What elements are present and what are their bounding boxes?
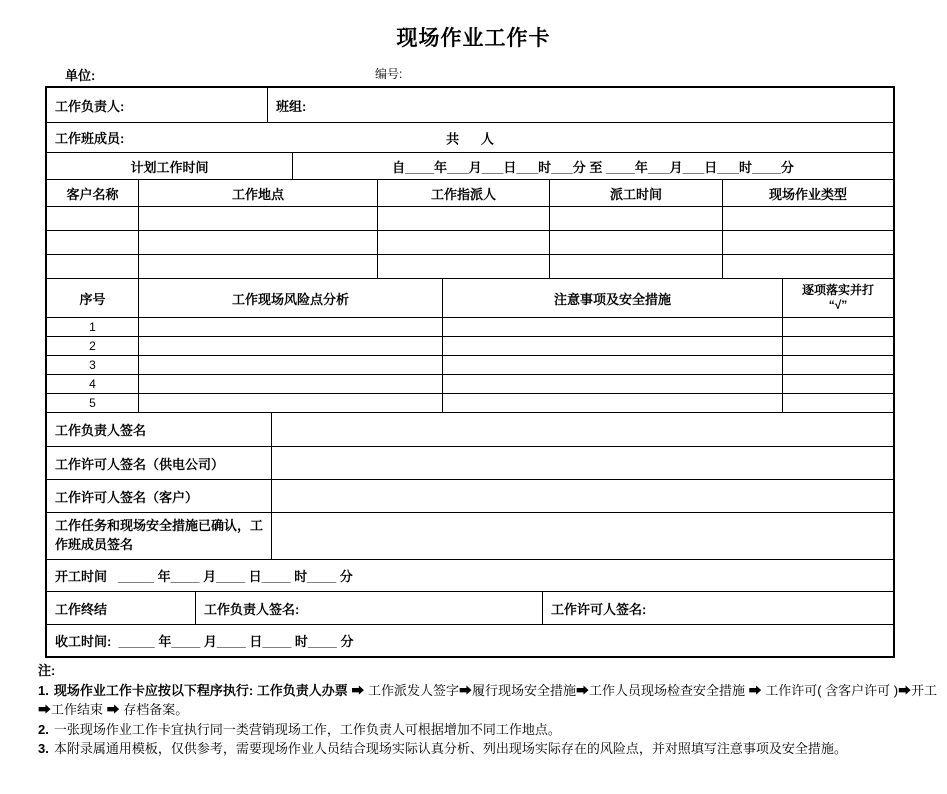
- number-label: 编号:: [375, 67, 403, 81]
- check-mark-header: [782, 279, 893, 317]
- empty-cell: [138, 318, 442, 336]
- notes-section: [38, 661, 939, 759]
- note-item-3: [38, 739, 939, 759]
- planned-time-value: 自____年___月___日___时___分 至 ____年___月___日___时____分: [292, 153, 893, 179]
- customer-row-1: [47, 206, 893, 230]
- empty-cell: [138, 337, 442, 355]
- empty-cell: [442, 356, 782, 374]
- notes-label: 注:: [38, 663, 56, 678]
- team-members-row: [47, 122, 893, 152]
- empty-cell: [442, 375, 782, 393]
- team-members-label: 工作班成员:: [55, 131, 125, 146]
- note-number: 1.: [38, 682, 49, 698]
- permit-company-signature-label: 工作许可人签名（供电公司）: [55, 456, 225, 472]
- work-card-table: [45, 86, 895, 658]
- permit-customer-signature-row: [47, 479, 893, 512]
- empty-cell: [782, 356, 893, 374]
- risk-row-5: [47, 393, 893, 412]
- responsible-signature-row: [47, 412, 893, 446]
- risk-row-number: 1: [89, 320, 96, 334]
- empty-cell: [138, 255, 377, 278]
- note-text: ➡ 工作派发人签字➡履行现场安全措施➡工作人员现场检查安全措施 ➡ 工作许可( 含客户许可 )➡开工➡工作结束 ➡ 存档备案。: [38, 682, 938, 717]
- unit-label: 单位:: [65, 68, 96, 83]
- planned-time-row: [47, 152, 893, 179]
- risk-row-number: 3: [89, 358, 96, 372]
- page-title: 现场作业工作卡: [396, 27, 551, 50]
- note-bold-text: 现场作业工作卡应按以下程序执行: 工作负责人办票: [53, 682, 352, 698]
- work-type-header: 现场作业类型: [722, 180, 893, 206]
- empty-cell: [549, 207, 722, 230]
- empty-cell: [549, 255, 722, 278]
- work-location-header: 工作地点: [138, 180, 377, 206]
- risk-row-number: 4: [89, 377, 96, 391]
- empty-cell: [722, 207, 893, 230]
- customer-name-header: 客户名称: [66, 186, 119, 202]
- note-number: 2.: [38, 721, 49, 737]
- end-responsible-signature-label: 工作负责人签名:: [195, 592, 542, 624]
- safety-measures-header: 注意事项及安全措施: [442, 279, 782, 317]
- empty-cell: [782, 337, 893, 355]
- empty-cell: [442, 394, 782, 412]
- note-number: 3.: [38, 741, 49, 756]
- empty-cell: [47, 231, 138, 254]
- empty-cell: [47, 255, 138, 278]
- dispatch-time-header: 派工时间: [549, 180, 722, 206]
- empty-cell: [442, 337, 782, 355]
- check-mark-header-line2: “√”: [828, 298, 848, 312]
- risk-row-3: [47, 355, 893, 374]
- risk-table-header-row: [47, 278, 893, 317]
- team-confirm-signature-label: 工作任务和现场安全措施已确认，工作班成员签名: [55, 518, 264, 552]
- risk-row-number: 5: [89, 396, 96, 410]
- empty-cell: [782, 394, 893, 412]
- work-assigner-header: 工作指派人: [377, 180, 549, 206]
- permit-customer-signature-label: 工作许可人签名（客户）: [55, 489, 199, 505]
- empty-cell: [271, 413, 893, 446]
- empty-cell: [138, 356, 442, 374]
- empty-cell: [377, 207, 549, 230]
- empty-cell: [549, 231, 722, 254]
- empty-cell: [47, 207, 138, 230]
- finish-time-label: 收工时间: _____ 年____ 月____ 日____ 时____ 分: [55, 634, 354, 649]
- finish-time-row: [47, 624, 893, 656]
- empty-cell: [377, 255, 549, 278]
- note-text: 本附录属通用模板，仅供参考，需要现场作业人员结合现场实际认真分析、列出现场实际存在的风险点，并对照填写注意事项及安全措施。: [53, 741, 847, 756]
- risk-row-4: [47, 374, 893, 393]
- note-item-2: [38, 720, 939, 740]
- note-text: 一张现场作业工作卡宜执行同一类营销现场工作，工作负责人可根据增加不同工作地点。: [53, 721, 561, 737]
- planned-time-label: 计划工作时间: [130, 159, 209, 175]
- customer-table-header-row: [47, 179, 893, 206]
- customer-row-2: [47, 230, 893, 254]
- risk-row-1: [47, 317, 893, 336]
- team-label: 班组:: [267, 88, 893, 122]
- permit-company-signature-row: [47, 446, 893, 479]
- document-header: [0, 65, 947, 82]
- empty-cell: [722, 231, 893, 254]
- empty-cell: [782, 375, 893, 393]
- team-confirm-signature-row: [47, 512, 893, 559]
- end-permit-signature-label: 工作许可人签名:: [542, 592, 893, 624]
- responsible-signature-label: 工作负责人签名: [55, 423, 147, 438]
- empty-cell: [138, 375, 442, 393]
- start-time-label: 开工时间 _____ 年____ 月____ 日____ 时____ 分: [55, 569, 353, 584]
- empty-cell: [722, 255, 893, 278]
- work-end-label: 工作终结: [55, 601, 108, 617]
- responsible-team-row: [47, 88, 893, 122]
- customer-row-3: [47, 254, 893, 278]
- start-time-row: [47, 559, 893, 591]
- risk-analysis-header: 工作现场风险点分析: [138, 279, 442, 317]
- note-item-1: [38, 681, 939, 720]
- empty-cell: [138, 394, 442, 412]
- empty-cell: [138, 231, 377, 254]
- risk-row-number: 2: [89, 339, 96, 353]
- serial-number-header: 序号: [79, 291, 106, 307]
- empty-cell: [271, 480, 893, 512]
- check-mark-header-line1: 逐项落实并打: [801, 283, 874, 297]
- responsible-person-label: 工作负责人:: [55, 98, 125, 114]
- empty-cell: [271, 513, 893, 559]
- empty-cell: [271, 447, 893, 479]
- empty-cell: [442, 318, 782, 336]
- empty-cell: [377, 231, 549, 254]
- empty-cell: [138, 207, 377, 230]
- risk-row-2: [47, 336, 893, 355]
- members-total-label: 共 人: [446, 131, 494, 146]
- empty-cell: [782, 318, 893, 336]
- work-end-row: [47, 591, 893, 624]
